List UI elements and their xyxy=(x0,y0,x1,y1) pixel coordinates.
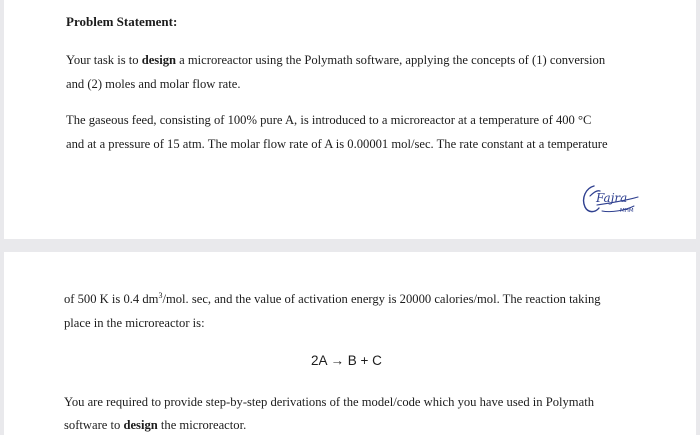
handwritten-signature xyxy=(578,176,650,218)
task-paragraph-line-1 xyxy=(66,53,605,68)
feed-paragraph-line-2: and at a pressure of 15 atm. The molar flow rate of A is 0.00001 mol/sec. The rate constant at a temperature xyxy=(66,137,608,151)
rate-constant-line-2: place in the microreactor is: xyxy=(64,316,205,330)
design-keyword-2: design xyxy=(123,418,158,432)
cubic-superscript: 3 xyxy=(158,290,163,300)
document-page-1 xyxy=(4,0,696,239)
rate-constant-text-rest: /mol. sec, and the value of activation energy is 20000 calories/mol. The reaction taking xyxy=(162,292,601,306)
task-text-rest: a microreactor using the Polymath software, applying the concepts of (1) conversion xyxy=(176,53,606,67)
signature-initials: MHM xyxy=(620,208,634,214)
rate-constant-text-lead: of 500 K is 0.4 dm xyxy=(64,292,159,306)
instructions-line-2 xyxy=(64,418,246,433)
reaction-equation: 2A → B + C xyxy=(311,353,382,368)
task-paragraph-line-2: and (2) moles and molar flow rate. xyxy=(66,77,241,91)
instructions-text-rest: the microreactor. xyxy=(157,418,247,432)
rate-constant-line-1 xyxy=(64,292,601,307)
instructions-line-1: You are required to provide step-by-step derivations of the model/code which you have used in Polymath xyxy=(64,395,594,409)
problem-statement-heading: Problem Statement: xyxy=(66,14,178,29)
signature-name: Fajra xyxy=(596,191,628,205)
design-keyword: design xyxy=(141,53,176,67)
instructions-text-lead: software to xyxy=(64,418,124,432)
task-text-lead: Your task is to xyxy=(66,53,142,67)
feed-paragraph-line-1: The gaseous feed, consisting of 100% pure A, is introduced to a microreactor at a temperature of 400 °C xyxy=(66,113,592,127)
document-page-2 xyxy=(4,252,696,435)
